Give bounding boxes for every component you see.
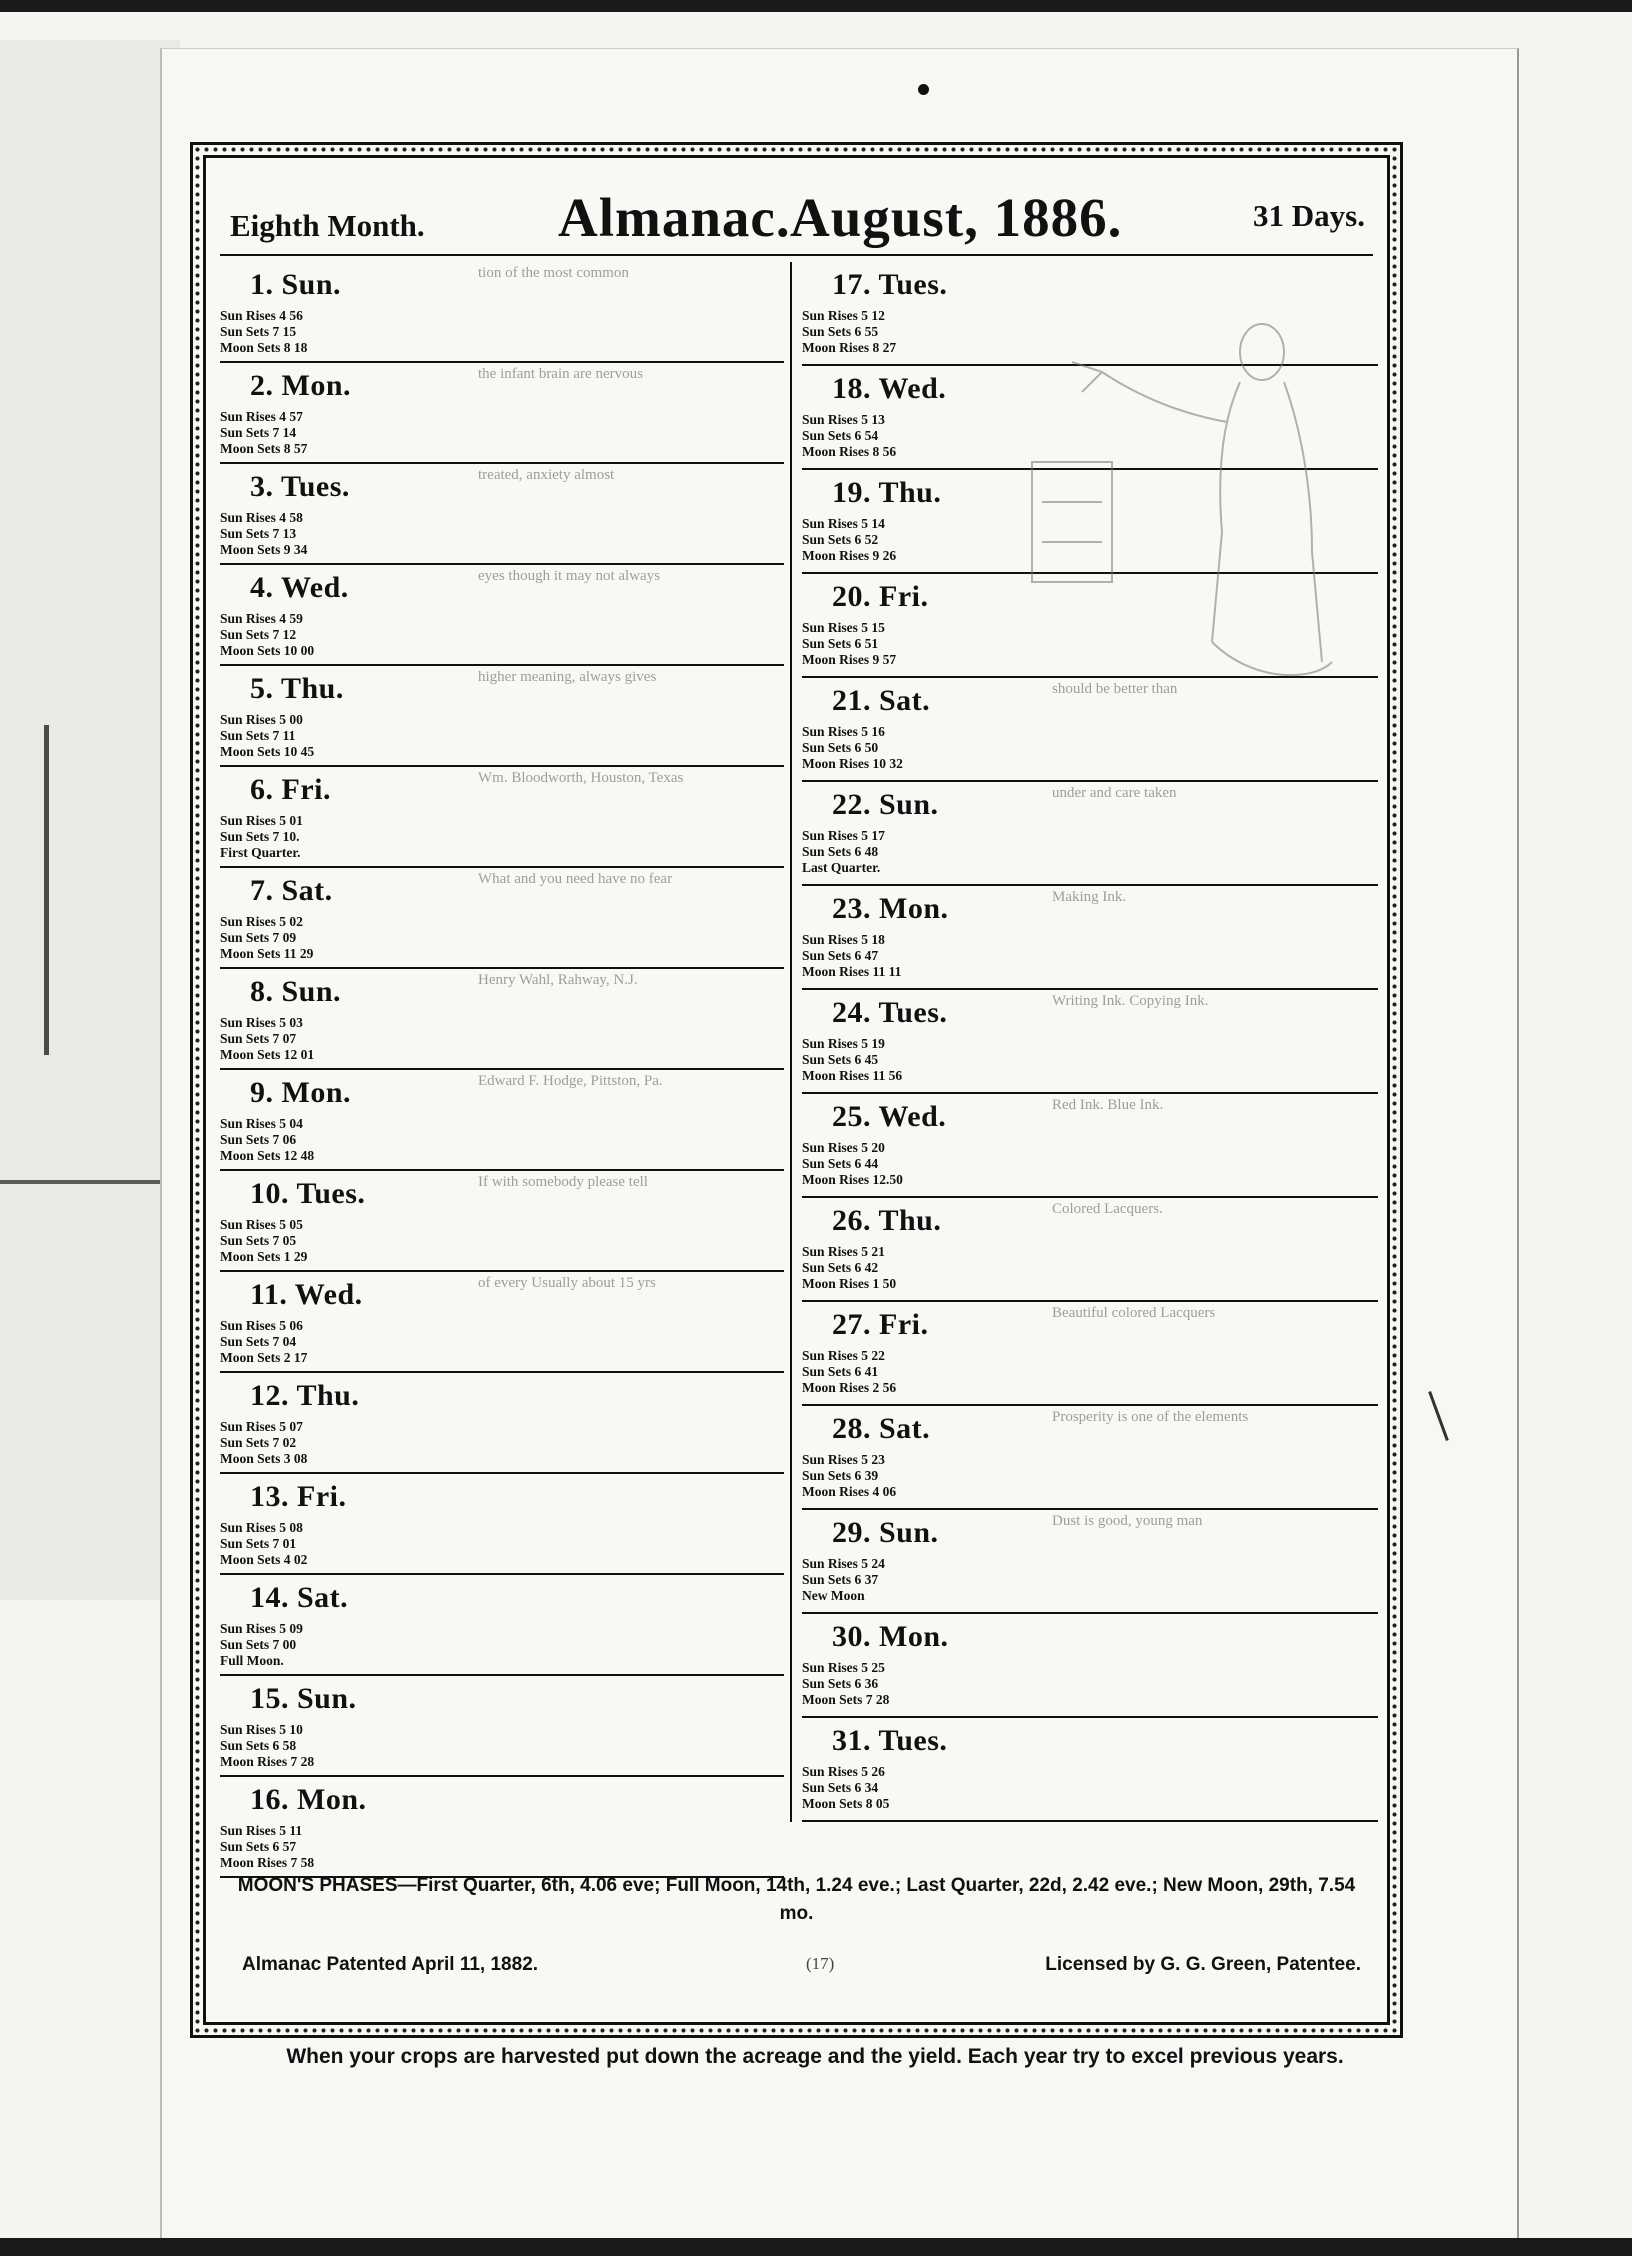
almanac-panel (203, 155, 1390, 2025)
day-entry (220, 767, 784, 868)
time-line: Moon Rises 11 56 (802, 1068, 903, 1083)
day-times (220, 1823, 314, 1871)
day-times (802, 620, 896, 668)
day-entry (220, 1171, 784, 1272)
day-entry (220, 363, 784, 464)
day-times (220, 409, 307, 457)
day-heading: 7. Sat. (250, 874, 333, 907)
day-heading: 21. Sat. (832, 684, 931, 717)
day-heading: 28. Sat. (832, 1412, 931, 1445)
time-line: Sun Rises 5 13 (802, 412, 885, 427)
time-line: Sun Rises 5 09 (220, 1621, 303, 1636)
time-line: Sun Rises 4 59 (220, 611, 303, 626)
time-line: Sun Rises 5 16 (802, 724, 885, 739)
day-entry (220, 262, 784, 363)
bleed-through-text: tion of the most common (478, 265, 629, 281)
time-line: Sun Sets 6 37 (802, 1572, 879, 1587)
time-line: Moon Sets 2 17 (220, 1350, 308, 1365)
day-entry (802, 1510, 1378, 1614)
time-line: Moon Sets 7 28 (802, 1692, 890, 1707)
day-entry (220, 1272, 784, 1373)
time-line: Moon Sets 11 29 (220, 946, 314, 961)
time-line: Sun Sets 6 55 (802, 324, 879, 339)
time-line: Moon Rises 11 11 (802, 964, 902, 979)
day-entry (802, 886, 1378, 990)
day-heading: 27. Fri. (832, 1308, 929, 1341)
time-line: Full Moon. (220, 1653, 284, 1668)
time-line: Sun Sets 7 07 (220, 1031, 297, 1046)
time-line: Sun Rises 5 23 (802, 1452, 885, 1467)
time-line: Sun Sets 7 09 (220, 930, 297, 945)
time-line: Sun Sets 6 41 (802, 1364, 879, 1379)
time-line: Sun Sets 7 14 (220, 425, 297, 440)
day-times (220, 1116, 314, 1164)
day-times (802, 1140, 903, 1188)
farming-tip: When your crops are harvested put down the acreage and the yield. Each year try to excel previous years. (286, 2045, 1344, 2068)
day-times (802, 1556, 885, 1604)
almanac-header (220, 158, 1373, 256)
time-line: Sun Sets 7 12 (220, 627, 297, 642)
bleed-through-text: the infant brain are nervous (478, 366, 643, 382)
time-line: Sun Sets 7 05 (220, 1233, 297, 1248)
bleed-through-text: Henry Wahl, Rahway, N.J. (478, 972, 638, 988)
day-times (220, 712, 314, 760)
time-line: Sun Sets 7 13 (220, 526, 297, 541)
time-line: Moon Rises 2 56 (802, 1380, 897, 1395)
calendar-columns (220, 262, 1373, 1870)
bleed-through-text: Prosperity is one of the elements (1052, 1409, 1249, 1425)
day-entry (220, 1676, 784, 1777)
time-line: Moon Sets 12 01 (220, 1047, 315, 1062)
time-line: Moon Rises 12.50 (802, 1172, 903, 1187)
day-times (802, 828, 885, 876)
day-times (802, 1764, 889, 1812)
time-line: Sun Sets 7 04 (220, 1334, 297, 1349)
day-entry (802, 1302, 1378, 1406)
time-line: Moon Rises 8 27 (802, 340, 897, 355)
day-entry (220, 1474, 784, 1575)
day-times (220, 1621, 303, 1669)
day-heading: 22. Sun. (832, 788, 939, 821)
time-line: Sun Rises 5 20 (802, 1140, 885, 1155)
time-line: Sun Rises 5 06 (220, 1318, 303, 1333)
time-line: Sun Rises 5 11 (220, 1823, 303, 1838)
day-times (802, 1244, 896, 1292)
time-line: Sun Rises 5 07 (220, 1419, 303, 1434)
column-divider (790, 262, 792, 1822)
day-entry (220, 969, 784, 1070)
time-line: Sun Rises 5 01 (220, 813, 303, 828)
time-line: Sun Rises 5 21 (802, 1244, 885, 1259)
time-line: Sun Rises 5 19 (802, 1036, 885, 1051)
bleed-through-text: Writing Ink. Copying Ink. (1052, 993, 1209, 1009)
day-times (802, 1348, 896, 1396)
day-entry (802, 1406, 1378, 1510)
days-count: 31 Days. (1253, 198, 1365, 233)
time-line: Moon Sets 10 45 (220, 744, 315, 759)
day-heading: 12. Thu. (250, 1379, 360, 1412)
day-heading: 6. Fri. (250, 773, 331, 806)
day-entry (802, 1094, 1378, 1198)
time-line: Sun Rises 5 12 (802, 308, 885, 323)
time-line: Sun Rises 4 56 (220, 308, 303, 323)
day-times (220, 1015, 314, 1063)
time-line: Sun Sets 6 50 (802, 740, 879, 755)
time-line: Sun Sets 6 47 (802, 948, 879, 963)
day-times (802, 1660, 889, 1708)
day-times (802, 932, 901, 980)
day-heading: 11. Wed. (250, 1278, 363, 1311)
faded-illustration (1012, 302, 1352, 702)
time-line: Moon Sets 8 05 (802, 1796, 890, 1811)
day-heading: 3. Tues. (250, 470, 350, 503)
day-times (802, 308, 896, 356)
time-line: Sun Sets 6 48 (802, 844, 879, 859)
time-line: Sun Sets 6 44 (802, 1156, 879, 1171)
time-line: Sun Sets 7 11 (220, 728, 296, 743)
day-entry (802, 990, 1378, 1094)
bleed-through-text: What and you need have no fear (478, 871, 673, 887)
time-line: Sun Sets 7 00 (220, 1637, 297, 1652)
time-line: Sun Sets 7 06 (220, 1132, 297, 1147)
time-line: Sun Sets 6 51 (802, 636, 879, 651)
day-heading: 18. Wed. (832, 372, 947, 405)
day-heading: 15. Sun. (250, 1682, 357, 1715)
bleed-through-text: If with somebody please tell (478, 1174, 648, 1190)
day-entry (220, 666, 784, 767)
day-entry (220, 565, 784, 666)
time-line: Moon Rises 4 06 (802, 1484, 897, 1499)
day-heading: 26. Thu. (832, 1204, 942, 1237)
day-heading: 4. Wed. (250, 571, 349, 604)
time-line: Moon Sets 3 08 (220, 1451, 308, 1466)
bleed-through-text: eyes though it may not always (478, 568, 661, 584)
time-line: Sun Sets 6 45 (802, 1052, 879, 1067)
day-entry (220, 1777, 784, 1878)
ink-dot (918, 84, 929, 95)
bleed-through-text: higher meaning, always gives (478, 669, 657, 685)
bleed-through-text: should be better than (1052, 681, 1178, 697)
time-line: Moon Rises 7 58 (220, 1855, 315, 1870)
day-times (220, 510, 307, 558)
day-heading: 24. Tues. (832, 996, 948, 1029)
bleed-through-text: treated, anxiety almost (478, 467, 615, 483)
day-times (220, 813, 303, 861)
day-heading: 5. Thu. (250, 672, 344, 705)
time-line: Sun Sets 6 52 (802, 532, 879, 547)
time-line: Moon Rises 7 28 (220, 1754, 315, 1769)
bleed-through-text: of every Usually about 15 yrs (478, 1275, 656, 1291)
bleed-through-text: Red Ink. Blue Ink. (1052, 1097, 1164, 1113)
scan-edge-top (0, 0, 1632, 12)
time-line: Last Quarter. (802, 860, 881, 875)
day-heading: 8. Sun. (250, 975, 342, 1008)
day-heading: 2. Mon. (250, 369, 351, 402)
time-line: Sun Rises 4 58 (220, 510, 303, 525)
day-times (220, 308, 307, 356)
license-note: Licensed by G. G. Green, Patentee. (1045, 1954, 1361, 1975)
day-heading: 25. Wed. (832, 1100, 947, 1133)
day-entry (220, 868, 784, 969)
time-line: Moon Sets 8 57 (220, 441, 308, 456)
time-line: Sun Rises 4 57 (220, 409, 303, 424)
time-line: Moon Rises 9 26 (802, 548, 897, 563)
time-line: Sun Sets 7 02 (220, 1435, 297, 1450)
day-heading: 9. Mon. (250, 1076, 351, 1109)
time-line: Sun Rises 5 08 (220, 1520, 303, 1535)
time-line: Sun Sets 6 57 (220, 1839, 297, 1854)
time-line: Moon Sets 9 34 (220, 542, 308, 557)
bleed-through-text: Colored Lacquers. (1052, 1201, 1163, 1217)
almanac-frame (190, 142, 1403, 2038)
day-times (802, 1036, 902, 1084)
bleed-through-text: under and care taken (1052, 785, 1177, 801)
time-line: Sun Rises 5 02 (220, 914, 303, 929)
time-line: New Moon (802, 1588, 865, 1603)
day-heading: 13. Fri. (250, 1480, 347, 1513)
time-line: Sun Rises 5 15 (802, 620, 885, 635)
bleed-through-text: Making Ink. (1052, 889, 1127, 905)
time-line: Sun Sets 6 36 (802, 1676, 879, 1691)
day-heading: 19. Thu. (832, 476, 942, 509)
time-line: Sun Rises 5 22 (802, 1348, 885, 1363)
time-line: Sun Rises 5 10 (220, 1722, 303, 1737)
day-heading: 20. Fri. (832, 580, 929, 613)
bleed-through-text: Dust is good, young man (1052, 1513, 1203, 1529)
day-entry (802, 1718, 1378, 1822)
time-line: Sun Rises 5 05 (220, 1217, 303, 1232)
binding-mark (44, 725, 55, 1055)
day-times (802, 724, 903, 772)
day-times (802, 516, 896, 564)
time-line: Sun Rises 5 17 (802, 828, 885, 843)
left-day-column (220, 262, 784, 1878)
day-times (220, 1217, 307, 1265)
day-entry (220, 1575, 784, 1676)
moon-phases-note: MOON'S PHASES—First Quarter, 6th, 4.06 eve; Full Moon, 14th, 1.24 eve.; Last Quarter, 22d, 2.42 eve.; New Moon, 29th, 7.54 mo. (237, 1875, 1356, 1924)
time-line: Sun Rises 5 18 (802, 932, 885, 947)
day-heading: 10. Tues. (250, 1177, 366, 1210)
day-heading: 30. Mon. (832, 1620, 949, 1653)
time-line: Sun Sets 6 58 (220, 1738, 297, 1753)
time-line: Moon Sets 10 00 (220, 643, 315, 658)
day-entry (220, 464, 784, 565)
day-times (220, 1722, 314, 1770)
month-year-title: August, 1886. (790, 187, 1123, 248)
time-line: Sun Rises 5 24 (802, 1556, 885, 1571)
day-heading: 1. Sun. (250, 268, 342, 301)
time-line: Moon Sets 4 02 (220, 1552, 308, 1567)
scan-edge-bottom (0, 2238, 1632, 2256)
almanac-title: Almanac. (558, 187, 791, 248)
adjacent-page (0, 40, 180, 1600)
day-heading: 29. Sun. (832, 1516, 939, 1549)
day-heading: 16. Mon. (250, 1783, 367, 1816)
time-line: Sun Sets 7 01 (220, 1536, 297, 1551)
time-line: Moon Sets 12 48 (220, 1148, 315, 1163)
day-heading: 23. Mon. (832, 892, 949, 925)
time-line: Sun Sets 7 15 (220, 324, 297, 339)
day-heading: 17. Tues. (832, 268, 948, 301)
time-line: Moon Sets 8 18 (220, 340, 308, 355)
day-times (802, 412, 896, 460)
day-times (220, 1520, 307, 1568)
day-times (802, 1452, 896, 1500)
day-times (220, 1318, 307, 1366)
bleed-through-text: Edward F. Hodge, Pittston, Pa. (478, 1073, 663, 1089)
time-line: Sun Rises 5 14 (802, 516, 885, 531)
bleed-through-text: Beautiful colored Lacquers (1052, 1305, 1216, 1321)
time-line: Sun Rises 5 04 (220, 1116, 303, 1131)
page-number: (17) (806, 1954, 835, 1973)
time-line: First Quarter. (220, 845, 301, 860)
bleed-through-text: Wm. Bloodworth, Houston, Texas (478, 770, 684, 786)
time-line: Moon Rises 1 50 (802, 1276, 897, 1291)
day-heading: 31. Tues. (832, 1724, 948, 1757)
time-line: Sun Rises 5 03 (220, 1015, 303, 1030)
time-line: Sun Sets 6 42 (802, 1260, 879, 1275)
time-line: Moon Rises 8 56 (802, 444, 897, 459)
time-line: Sun Rises 5 25 (802, 1660, 885, 1675)
day-entry (802, 1198, 1378, 1302)
day-entry (802, 1614, 1378, 1718)
day-entry (802, 782, 1378, 886)
time-line: Sun Sets 6 39 (802, 1468, 879, 1483)
time-line: Sun Sets 6 34 (802, 1780, 879, 1795)
day-times (220, 1419, 307, 1467)
day-entry (220, 1070, 784, 1171)
time-line: Sun Rises 5 00 (220, 712, 303, 727)
day-heading: 14. Sat. (250, 1581, 349, 1614)
time-line: Sun Sets 6 54 (802, 428, 879, 443)
time-line: Sun Sets 7 10. (220, 829, 300, 844)
time-line: Moon Rises 9 57 (802, 652, 897, 667)
time-line: Moon Sets 1 29 (220, 1249, 308, 1264)
time-line: Sun Rises 5 26 (802, 1764, 885, 1779)
day-entry (220, 1373, 784, 1474)
right-day-column (802, 262, 1378, 1822)
day-times (220, 914, 313, 962)
patent-note: Almanac Patented April 11, 1882. (242, 1954, 539, 1975)
time-line: Moon Rises 10 32 (802, 756, 903, 771)
month-label: Eighth Month. (230, 208, 425, 243)
day-times (220, 611, 314, 659)
